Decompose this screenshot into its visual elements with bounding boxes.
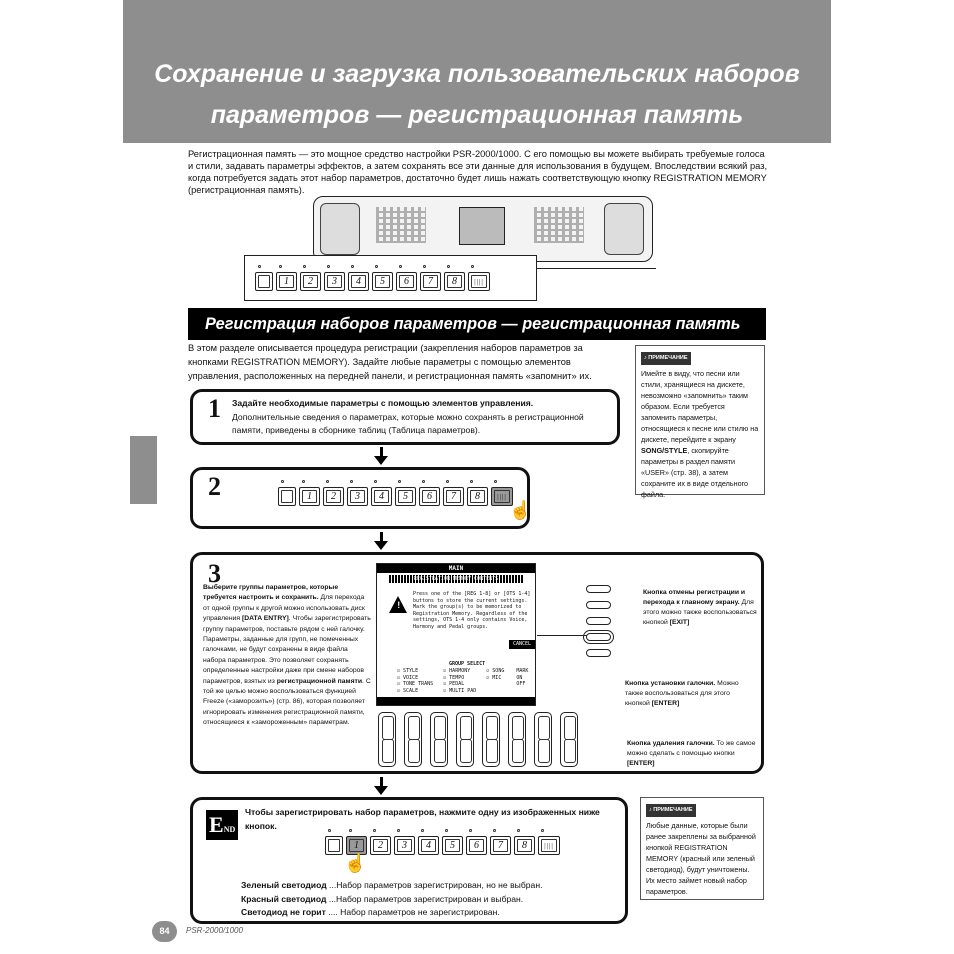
registration-button-2[interactable]: 2 (300, 272, 321, 291)
note-icon: ♪ (644, 355, 647, 361)
led-icon (375, 265, 378, 268)
reg-blank-button[interactable] (325, 836, 343, 855)
step-1-box (190, 389, 620, 445)
registration-button-8[interactable]: 8 (467, 487, 488, 506)
registration-button-5[interactable]: 5 (395, 487, 416, 506)
registration-button-4[interactable]: 4 (348, 272, 369, 291)
registration-button-3[interactable]: 3 (394, 836, 415, 855)
group-checkbox[interactable]: ☑ VOICE (397, 674, 419, 681)
page-title-line2: параметров — регистрационная память (210, 101, 744, 129)
lcd-button-a[interactable] (586, 585, 611, 593)
lcd-subheader: REGISTRATION MEMORY CONTENTS (389, 575, 523, 583)
led-icon (422, 480, 425, 483)
registration-button-2[interactable]: 2 (370, 836, 391, 855)
group-checkbox[interactable]: ☑ SONG (486, 668, 505, 674)
group-checkbox[interactable]: ☑ MULTI PAD (443, 687, 477, 694)
step-3-text: Выберите группы параметров, которые требуется настроить и сохранить. Для перехода от одной группы к другой можно использовать диск управления [DATA ENTRY]. Чтобы зарегистрировать группу параметров, поставьте рядом с ней галочку. Параметры, заданные для групп, не помеченных галочками, не будут сохранены в виде файла набора параметров. Это позволяет сохранять определенные настройки даже при смене наборов параметров, взятых из регистрационной памяти. С той же целью можно воспользоваться функцией Freeze («заморозить») (стр. 86), которая позволяет игнорировать изменения регистрационной памяти, относящиеся к «замороженным» параметрам. (203, 584, 371, 727)
end-icon: END (206, 810, 238, 840)
registration-button-7[interactable]: 7 (443, 487, 464, 506)
group-checkbox[interactable]: ☑ SCALE (397, 687, 419, 694)
down-arrow-icon (374, 786, 388, 795)
group-checkbox[interactable]: ☑ STYLE (397, 668, 419, 674)
side-tab (130, 436, 157, 504)
registration-button-4[interactable]: 4 (371, 487, 392, 506)
step-number: 3 (208, 559, 221, 588)
mark-label: OFF (516, 681, 526, 687)
led-icon (373, 829, 376, 832)
keyboard-panel-illustration (313, 196, 653, 262)
registration-button-1[interactable]: 1 (299, 487, 320, 506)
registration-button-5[interactable]: 5 (442, 836, 463, 855)
led-legend-row: Красный светодиод ...Набор параметров зарегистрирован и выбран. (241, 893, 524, 904)
unmark-caption: Кнопка удаления галочки. То же самое можно сделать с помощью кнопки [ENTER] (627, 740, 756, 767)
lcd-up-down-button[interactable] (430, 712, 448, 767)
registration-button-7[interactable]: 7 (420, 272, 441, 291)
panel-buttons-right (534, 207, 584, 243)
note-text: Имейте в виду, что песни или стили, хранящиеся на дискете, невозможно «запомнить» таким образом. Если требуется запомнить параметры, относящиеся к песне или стилю на дискете, перейдите к экрану SONG/STYLE, скопируйте параметры в раздел памяти «USER» (стр. 38), а затем сохраните их в виде отдельного файла. (641, 369, 759, 499)
step-number: 2 (208, 472, 221, 501)
freeze-button[interactable]: |||| (491, 487, 513, 506)
pointing-hand-icon: ☝ (344, 853, 367, 873)
led-icon (469, 829, 472, 832)
lcd-bottom-bar (377, 697, 535, 705)
down-arrow-icon (374, 541, 388, 550)
lcd-button-b[interactable] (586, 601, 611, 609)
registration-button-1[interactable]: 1 (276, 272, 297, 291)
led-icon (445, 829, 448, 832)
led-icon (351, 265, 354, 268)
freeze-button[interactable]: |||| (538, 836, 560, 855)
registration-button-3[interactable]: 3 (324, 272, 345, 291)
step-number: 1 (208, 394, 221, 423)
registration-button-2[interactable]: 2 (323, 487, 344, 506)
registration-button-8[interactable]: 8 (514, 836, 535, 855)
mark-label: MARK (516, 668, 529, 674)
led-icon (399, 265, 402, 268)
registration-button-7[interactable]: 7 (490, 836, 511, 855)
callout-line (537, 635, 587, 636)
lcd-display (376, 563, 536, 706)
group-checkbox[interactable]: ☑ HARMONY (443, 668, 471, 674)
registration-buttons-callout (244, 255, 537, 301)
speaker-right (604, 203, 644, 255)
lcd-up-down-button[interactable] (404, 712, 422, 767)
note-box-1 (635, 345, 765, 499)
led-icon (279, 265, 282, 268)
led-icon (517, 829, 520, 832)
end-title: Чтобы зарегистрировать набор параметров, нажмите одну из изображенных ниже кнопок. (245, 807, 600, 831)
lcd-up-down-button[interactable] (534, 712, 552, 767)
lcd-header: MAIN (377, 564, 535, 573)
intro-paragraph: Регистрационная память — это мощное средство настройки PSR-2000/1000. С его помощью вы можете выбирать требуемые голоса и стили, задавать параметры эффектов, а затем сохранять все эти данные для использования в будущем. Впоследствии всякий раз, когда потребуется задать этот набор параметров, достаточно будет лишь нажать соответствующую кнопку REGISTRATION MEMORY (регистрационная память). (188, 149, 768, 195)
section-intro: В этом разделе описывается процедура регистрации (закрепления наборов параметров за кнопками REGISTRATION MEMORY). Задайте любые параметры с помощью элементов управления, расположенных на передней панели, и регистрационная память «запомнит» их. (188, 343, 592, 381)
led-icon (327, 265, 330, 268)
mark-label: ON (516, 674, 523, 681)
led-icon (447, 265, 450, 268)
step-1-text: Задайте необходимые параметры с помощью элементов управления. Дополнительные сведения о параметрах, которые можно сохранять в регистрационной памяти, приведены в сборнике таблиц (Таблица параметров). (232, 398, 584, 435)
model-name: PSR-2000/1000 (186, 926, 243, 935)
note-tag: ♪ ПРИМЕЧАНИЕ (646, 804, 696, 817)
group-select-label: GROUP SELECT (449, 661, 486, 667)
end-box (190, 797, 628, 924)
led-icon (302, 480, 305, 483)
lcd-up-down-button[interactable] (508, 712, 526, 767)
cancel-caption: Кнопка отмены регистрации и перехода к главному экрану. Для этого можно также воспользоваться кнопкой [EXIT] (643, 589, 757, 626)
lcd-button-e[interactable] (586, 649, 611, 657)
reg-blank-button[interactable] (255, 272, 273, 291)
lcd-up-down-button[interactable] (482, 712, 500, 767)
led-icon (303, 265, 306, 268)
warning-icon: ! (389, 596, 407, 613)
lcd-up-down-button[interactable] (456, 712, 474, 767)
group-checkbox[interactable]: ☑ TEMPO (443, 674, 465, 681)
led-icon (423, 265, 426, 268)
registration-button-4[interactable]: 4 (418, 836, 439, 855)
title-banner (123, 0, 831, 143)
down-arrow-icon (374, 456, 388, 465)
speaker-left (320, 203, 360, 255)
lcd-screen-icon (459, 207, 505, 245)
step-2-box (190, 467, 530, 529)
page-number: 84 (152, 921, 177, 942)
led-legend-row: Светодиод не горит .... Набор параметров не зарегистрирован. (241, 907, 500, 917)
led-icon (350, 480, 353, 483)
lcd-button-c[interactable] (586, 617, 611, 625)
panel-buttons-left (376, 207, 426, 243)
section-heading: Регистрация наборов параметров — регистрационная память (188, 308, 766, 340)
note-tag: ♪ ПРИМЕЧАНИЕ (641, 352, 691, 365)
registration-button-3[interactable]: 3 (347, 487, 368, 506)
mark-caption: Кнопка установки галочки. Можно также воспользоваться для этого кнопкой [ENTER] (625, 680, 739, 707)
lcd-up-down-button[interactable] (378, 712, 396, 767)
group-checkbox[interactable]: ☑ PEDAL (443, 681, 465, 687)
registration-button-1[interactable]: 1 (346, 836, 367, 855)
registration-button-8[interactable]: 8 (444, 272, 465, 291)
note-box-2 (640, 797, 764, 900)
note-text: Любые данные, которые были ранее закреплены за выбранной кнопкой REGISTRATION MEMORY (красный или зеленый светодиод), будут уничтожены. Их место займет новый набор параметров. (646, 821, 756, 896)
led-icon (397, 829, 400, 832)
lcd-bottom-buttons (378, 712, 578, 767)
led-legend-row: Зеленый светодиод ...Набор параметров зарегистрирован, но не выбран. (241, 880, 543, 890)
callout-line (536, 268, 656, 269)
group-list (397, 668, 537, 694)
led-icon (349, 829, 352, 832)
group-checkbox[interactable]: ☑ TONE TRANS (397, 681, 434, 687)
led-icon (493, 829, 496, 832)
group-checkbox[interactable]: ☑ MIC (486, 674, 502, 681)
led-icon (398, 480, 401, 483)
note-icon: ♪ (649, 807, 652, 813)
registration-button-6[interactable]: 6 (396, 272, 417, 291)
lcd-message: Press one of the [REG 1-8] or [OTS 1-4] buttons to store the current settings. Mark the group(s) to be memorized to Registration Memory. Regardless of the settings, OTS 1-4 only contains Voice, Harmony and Pedal groups. (413, 591, 531, 630)
lcd-side-buttons (586, 585, 611, 657)
led-icon (470, 480, 473, 483)
pointing-hand-icon: ☝ (509, 500, 532, 520)
lcd-button-d[interactable] (586, 633, 611, 641)
freeze-button[interactable]: |||| (468, 272, 490, 291)
registration-button-6[interactable]: 6 (466, 836, 487, 855)
reg-blank-button[interactable] (278, 487, 296, 506)
led-icon (446, 480, 449, 483)
led-icon (374, 480, 377, 483)
lcd-up-down-button[interactable] (560, 712, 578, 767)
registration-button-6[interactable]: 6 (419, 487, 440, 506)
led-legend (241, 879, 542, 920)
led-icon (421, 829, 424, 832)
registration-button-5[interactable]: 5 (372, 272, 393, 291)
page-title-line1: Сохранение и загрузка пользовательских наборов (154, 60, 800, 88)
led-icon (326, 480, 329, 483)
lcd-cancel-label: CANCEL (509, 640, 535, 649)
